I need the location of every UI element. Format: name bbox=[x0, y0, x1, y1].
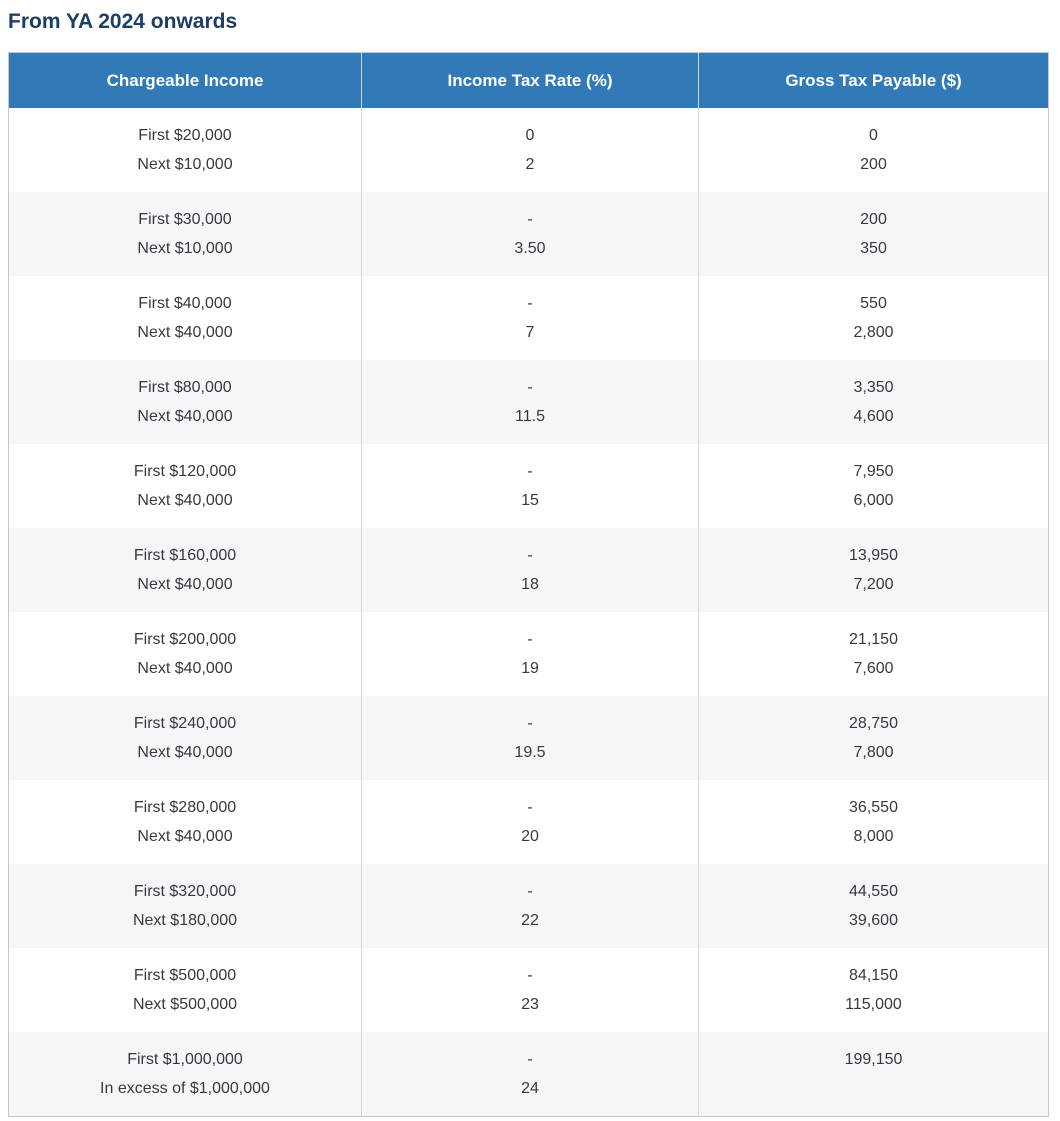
gross-tax-payable-cell bbox=[699, 780, 1049, 864]
chargeable-income-cell bbox=[9, 360, 362, 444]
cell-line: 0 bbox=[525, 127, 535, 144]
income-tax-rate-cell bbox=[362, 276, 699, 360]
cell-line bbox=[699, 1074, 1048, 1103]
income-tax-rate-cell bbox=[362, 864, 699, 948]
cell-line: First $320,000 bbox=[133, 883, 237, 900]
table-row bbox=[9, 696, 1049, 780]
gross-tax-payable-cell bbox=[699, 444, 1049, 528]
cell-line: 350 bbox=[860, 240, 887, 257]
cell-line: 2,800 bbox=[853, 324, 894, 341]
table-row bbox=[9, 1032, 1049, 1117]
income-tax-rate-cell bbox=[362, 780, 699, 864]
cell-line: 200 bbox=[860, 211, 887, 228]
cell-line: - bbox=[527, 1051, 533, 1068]
cell-line: 199,150 bbox=[844, 1051, 903, 1068]
chargeable-income-cell bbox=[9, 780, 362, 864]
cell-line: Next $40,000 bbox=[137, 660, 233, 677]
cell-line: - bbox=[527, 379, 533, 396]
cell-line: - bbox=[527, 295, 533, 312]
income-tax-rate-cell bbox=[362, 444, 699, 528]
chargeable-income-cell bbox=[9, 528, 362, 612]
income-tax-rate-cell bbox=[362, 612, 699, 696]
cell-line: Next $40,000 bbox=[137, 492, 233, 509]
tax-rate-table bbox=[8, 52, 1049, 1117]
cell-line: 13,950 bbox=[849, 547, 898, 564]
cell-line: Next $40,000 bbox=[137, 324, 233, 341]
cell-line: 19 bbox=[521, 660, 539, 677]
chargeable-income-cell bbox=[9, 1032, 362, 1117]
table-row bbox=[9, 864, 1049, 948]
cell-line: 19.5 bbox=[514, 744, 546, 761]
chargeable-income-cell bbox=[9, 108, 362, 192]
page-title: From YA 2024 onwards bbox=[8, 10, 238, 33]
table-row bbox=[9, 276, 1049, 360]
chargeable-income-cell bbox=[9, 696, 362, 780]
table-row bbox=[9, 612, 1049, 696]
cell-line: - bbox=[527, 799, 533, 816]
cell-line: 3.50 bbox=[514, 240, 546, 257]
cell-line: First $240,000 bbox=[133, 715, 237, 732]
cell-line: First $1,000,000 bbox=[127, 1051, 243, 1068]
cell-line: 39,600 bbox=[849, 912, 898, 929]
column-header-chargeable-income: Chargeable Income bbox=[9, 53, 362, 109]
cell-line: 2 bbox=[525, 156, 535, 173]
cell-line: 8,000 bbox=[853, 828, 894, 845]
cell-line: - bbox=[527, 463, 533, 480]
cell-line: 7,950 bbox=[853, 463, 894, 480]
cell-line: - bbox=[527, 211, 533, 228]
cell-line: - bbox=[527, 715, 533, 732]
cell-line: 4,600 bbox=[853, 408, 894, 425]
gross-tax-payable-cell bbox=[699, 276, 1049, 360]
chargeable-income-cell bbox=[9, 864, 362, 948]
header-row bbox=[9, 53, 1049, 109]
gross-tax-payable-cell bbox=[699, 528, 1049, 612]
income-tax-rate-cell bbox=[362, 696, 699, 780]
cell-line: 7,800 bbox=[853, 744, 894, 761]
cell-line: 11.5 bbox=[515, 408, 545, 425]
table-row bbox=[9, 948, 1049, 1032]
cell-line: - bbox=[527, 631, 533, 648]
cell-line: 6,000 bbox=[853, 492, 894, 509]
cell-line: 28,750 bbox=[849, 715, 898, 732]
cell-line: - bbox=[527, 547, 533, 564]
gross-tax-payable-cell bbox=[699, 864, 1049, 948]
gross-tax-payable-cell bbox=[699, 1032, 1049, 1117]
cell-line: First $500,000 bbox=[133, 967, 237, 984]
cell-line: 36,550 bbox=[849, 799, 898, 816]
cell-line: In excess of $1,000,000 bbox=[100, 1080, 270, 1097]
cell-line: 550 bbox=[860, 295, 887, 312]
gross-tax-payable-cell bbox=[699, 696, 1049, 780]
chargeable-income-cell bbox=[9, 948, 362, 1032]
cell-line: 21,150 bbox=[849, 631, 898, 648]
table-row bbox=[9, 780, 1049, 864]
chargeable-income-cell bbox=[9, 276, 362, 360]
cell-line: 22 bbox=[521, 912, 539, 929]
income-tax-rate-cell bbox=[362, 948, 699, 1032]
income-tax-rate-cell bbox=[362, 528, 699, 612]
cell-line: 84,150 bbox=[849, 967, 898, 984]
table-body bbox=[9, 108, 1049, 1117]
income-tax-rate-cell bbox=[362, 192, 699, 276]
cell-line: Next $40,000 bbox=[137, 828, 233, 845]
cell-line: - bbox=[527, 883, 533, 900]
cell-line: Next $40,000 bbox=[137, 576, 233, 593]
chargeable-income-cell bbox=[9, 444, 362, 528]
gross-tax-payable-cell bbox=[699, 192, 1049, 276]
table-row bbox=[9, 108, 1049, 192]
cell-line: First $160,000 bbox=[133, 547, 237, 564]
cell-line: Next $10,000 bbox=[137, 156, 233, 173]
table-row bbox=[9, 192, 1049, 276]
cell-line: 7,200 bbox=[853, 576, 894, 593]
column-header-income-tax-rate: Income Tax Rate (%) bbox=[362, 53, 699, 109]
cell-line: Next $180,000 bbox=[132, 912, 238, 929]
cell-line: 7 bbox=[525, 324, 535, 341]
cell-line: First $30,000 bbox=[138, 211, 232, 228]
cell-line: 24 bbox=[521, 1080, 539, 1097]
cell-line: First $120,000 bbox=[133, 463, 237, 480]
table-row bbox=[9, 444, 1049, 528]
cell-line: First $200,000 bbox=[133, 631, 237, 648]
cell-line: First $40,000 bbox=[138, 295, 232, 312]
cell-line: First $20,000 bbox=[138, 127, 232, 144]
cell-line: 3,350 bbox=[853, 379, 894, 396]
column-header-gross-tax-payable: Gross Tax Payable ($) bbox=[699, 53, 1049, 109]
cell-line: Next $40,000 bbox=[137, 408, 233, 425]
cell-line: 44,550 bbox=[849, 883, 898, 900]
cell-line: 18 bbox=[521, 576, 539, 593]
cell-line: First $280,000 bbox=[133, 799, 237, 816]
chargeable-income-cell bbox=[9, 612, 362, 696]
cell-line: 0 bbox=[869, 127, 878, 144]
chargeable-income-cell bbox=[9, 192, 362, 276]
gross-tax-payable-cell bbox=[699, 948, 1049, 1032]
table-row bbox=[9, 360, 1049, 444]
cell-line: Next $40,000 bbox=[137, 744, 233, 761]
cell-line: 200 bbox=[860, 156, 887, 173]
cell-line: First $80,000 bbox=[138, 379, 232, 396]
cell-line: 23 bbox=[521, 996, 539, 1013]
cell-line: - bbox=[527, 967, 533, 984]
cell-line: Next $10,000 bbox=[137, 240, 233, 257]
gross-tax-payable-cell bbox=[699, 360, 1049, 444]
table-header bbox=[9, 53, 1049, 109]
gross-tax-payable-cell bbox=[699, 612, 1049, 696]
gross-tax-payable-cell bbox=[699, 108, 1049, 192]
income-tax-rate-cell bbox=[362, 360, 699, 444]
cell-line: 20 bbox=[521, 828, 539, 845]
cell-line: 15 bbox=[521, 492, 539, 509]
income-tax-rate-cell bbox=[362, 108, 699, 192]
cell-line: 115,000 bbox=[845, 996, 902, 1013]
income-tax-rate-cell bbox=[362, 1032, 699, 1117]
cell-line: 7,600 bbox=[853, 660, 894, 677]
table-row bbox=[9, 528, 1049, 612]
cell-line: Next $500,000 bbox=[132, 996, 238, 1013]
